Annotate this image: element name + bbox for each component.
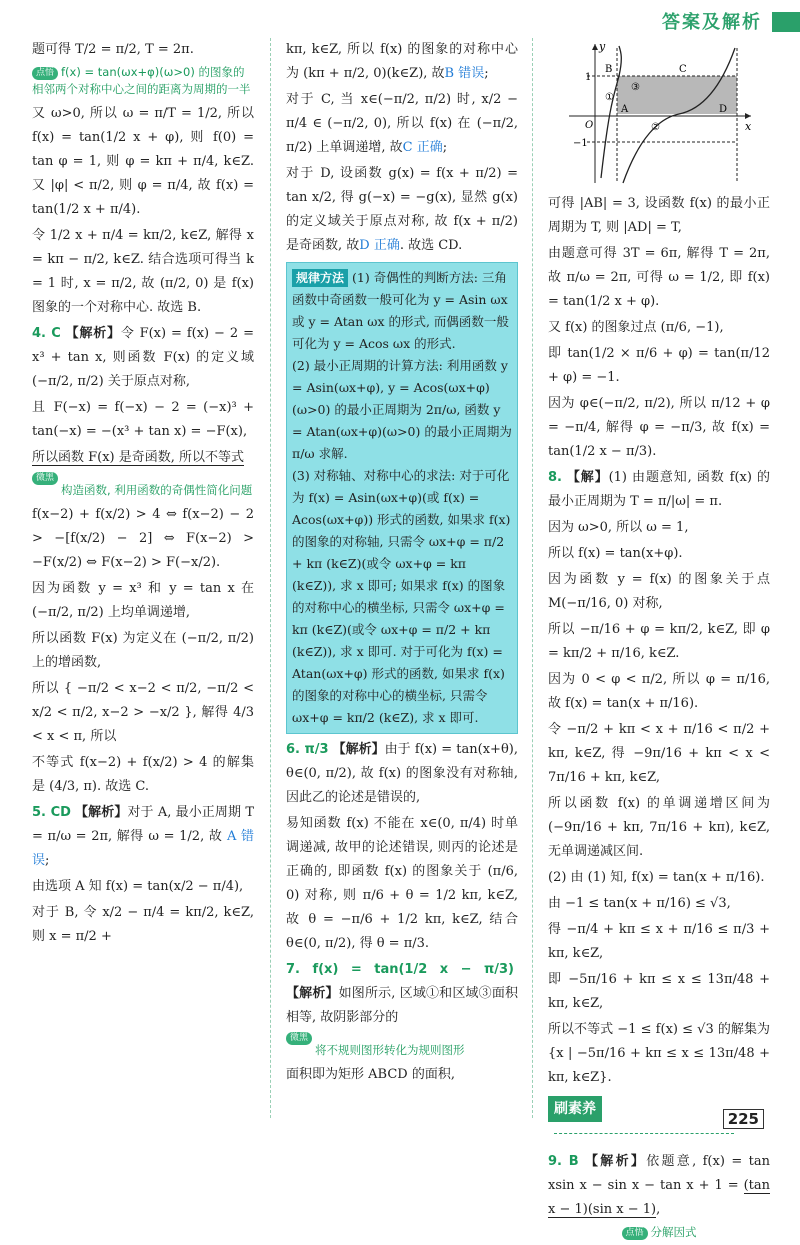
underlined-text: (tan x − 1)(sin x − 1) (548, 1178, 770, 1217)
text-paragraph: 因为函数 y = f(x) 的图象关于点 M(−π/16, 0) 对称, (548, 572, 770, 611)
text-paragraph: 不等式 f(x−2) + f(x/2) > 4 的解集是 (4/3, π). 故选 C. (32, 755, 254, 794)
rule-tag: 规律方法 (292, 269, 348, 287)
text-paragraph: 对于 C, 当 x∈(−π/2, π/2) 时, x/2 − π/4 ∈ (−π/2, 0), 所以 f(x) 在 (−π/2, π/2) 上单调递增, 故C 正确; (286, 92, 518, 155)
region-3-label: ③ (631, 82, 640, 93)
text-line: 即 −5π/16 + kπ ≤ x ≤ 13π/48 + kπ, k∈Z, (548, 972, 770, 1011)
text-paragraph: 又 f(x) 的图象过点 (π/6, −1), (548, 320, 724, 335)
text: 依题意, f(x) = tan xsin x − sin x − tan x + 1 = (548, 1154, 770, 1193)
column-divider-1 (270, 38, 271, 1118)
question-number: 9. B (548, 1154, 579, 1169)
tip-icon: 点悟 (32, 67, 58, 80)
blackboard-note (32, 472, 254, 499)
question-7-heading (286, 958, 518, 1030)
rule-text-1: (1) 奇偶性的判断方法: 三角函数中奇函数一般可化为 y = Asin ωx 或 y = Atan ωx 的形式, 而偶函数一般可化为 y = Acos ωx 的形式. (292, 270, 509, 351)
label-minus-one: −1 (573, 138, 588, 149)
tip-text: 分解因式 (650, 1225, 697, 1239)
text-paragraph: 面积即为矩形 ABCD 的面积, (286, 1067, 455, 1082)
page-number: 225 (723, 1109, 764, 1129)
question-5-heading: 5. CD 【解析】对于 A, 最小正周期 T = π/ω = 2π, 解得 ω = 1/2, 故 A 错误; (32, 805, 254, 868)
y-axis-arrow (592, 44, 598, 50)
underlined-text: 所以函数 F(x) 是奇函数, 所以不等式 (32, 450, 245, 465)
text-paragraph: 又 ω>0, 所以 ω = π/T = 1/2, 所以 f(x) = tan(1/2 x + φ), 则 f(0) = tan φ = 1, 则 φ = kπ + π/4, k∈Z. 又 |φ| < π/2, 则 φ = π/4, 故 f(x) = tan(1/2 x + π/4). (32, 106, 254, 217)
text-paragraph: 对于 B, 令 x/2 − π/4 = kπ/2, k∈Z, 则 x = π/2 + (32, 905, 254, 944)
analysis-tag: 【解析】 (74, 805, 128, 820)
text: 由于 f(x) = tan(x+θ), θ∈(0, π/2), 故 f(x) 的图象没有对称轴, 因此乙的论述是错误的, (286, 742, 518, 805)
analysis-tag: 【解析】 (286, 986, 339, 1001)
region-2-label: ② (651, 122, 660, 133)
text-line: 得 −π/4 + kπ ≤ x + π/16 ≤ π/3 + kπ, k∈Z, (548, 922, 770, 961)
text: 如图所示, 区域①和区域③面积相等, 故阴影部分的 (286, 986, 518, 1025)
tip-icon: 点悟 (622, 1227, 648, 1240)
question-9-heading (548, 1150, 770, 1222)
verdict-text: A 错误 (32, 829, 254, 868)
text: 对于 A, 最小正周期 T = π/ω = 2π, 解得 ω = 1/2, 故 (32, 805, 254, 844)
region-1-label: ① (605, 92, 614, 103)
text-paragraph: 令 −π/2 + kπ < x + π/16 < π/2 + kπ, k∈Z, 得 −9π/16 + kπ < x < 7π/16 + kπ, k∈Z, (548, 722, 770, 785)
page-header (0, 0, 800, 38)
label-a: A (621, 104, 629, 115)
section-divider (554, 1133, 734, 1134)
section-tag: 刷素养 (548, 1096, 602, 1122)
text-line: 所以 f(x) = tan(x+φ). (548, 546, 683, 561)
note-text: 将不规则图形转化为规则图形 (315, 1043, 465, 1057)
tangent-graph-figure (559, 38, 759, 188)
text-paragraph: 所以函数 f(x) 的单调递增区间为 (−9π/16 + kπ, 7π/16 + kπ), k∈Z, 无单调递减区间. (548, 796, 770, 859)
tip-note (32, 64, 254, 98)
blackboard-note (286, 1032, 518, 1059)
label-d: D (719, 104, 728, 115)
label-b: B (605, 64, 613, 75)
tangent-graph-svg (559, 38, 759, 188)
text-paragraph (286, 162, 518, 258)
tip-note (548, 1224, 770, 1241)
verdict-text: D 正确 (359, 238, 400, 253)
solution-tag: 【解】 (565, 470, 609, 485)
question-4-heading (32, 322, 254, 394)
text-line: 由 −1 ≤ tan(x + π/16) ≤ √3, (548, 896, 731, 911)
verdict-text: B 错误 (444, 66, 485, 81)
label-one: 1 (585, 72, 592, 83)
text-paragraph: 因为 φ∈(−π/2, π/2), 所以 π/12 + φ = −π/4, 解得 φ = −π/3, 故 f(x) = tan(1/2 x − π/3). (548, 396, 770, 459)
text-paragraph: 且 F(−x) = f(−x) − 2 = (−x)³ + tan(−x) = −(x³ + tan x) = −F(x), (32, 400, 254, 439)
verdict-text: C 正确 (402, 140, 443, 155)
analysis-tag: 【解析】 (332, 742, 385, 757)
question-number: 8. (548, 470, 562, 485)
label-origin: O (585, 120, 594, 131)
text: , (656, 1202, 661, 1217)
text-paragraph: 由选项 A 知 f(x) = tan(x/2 − π/4), (32, 879, 244, 894)
text-paragraph: 所以 { −π/2 < x−2 < π/2, −π/2 < x/2 < π/2, x−2 > −x/2 }, 解得 4/3 < x < π, 所以 (32, 681, 254, 744)
label-y: y (599, 40, 606, 53)
tip-text: f(x) = tan(ωx+φ)(ω>0) 的图象的相邻两个对称中心之间的距离为周期的一半 (32, 65, 251, 96)
header-accent-bar (772, 12, 800, 32)
header-title: 答案及解析 (662, 12, 762, 33)
rule-text-3: (3) 对称轴、对称中心的求法: 对于可化为 f(x) = Asin(ωx+φ)(或 f(x) = Acos(ωx+φ)) 形式的函数, 如果求 f(x) 的图象的对称轴, 只需令 ωx+φ = π/2 + kπ (k∈Z)(或令 ωx+φ = kπ (k∈Z)), 求 x 即可; 如果求 f(x) 的图象的对称中心的横坐标, 只需令 ωx+φ = kπ (k∈Z)(或令 ωx+φ = π/2 + kπ (k∈Z)), 求 x 即可. 对于可化为 f(x) = Atan(ωx+φ) 形式的函数, 如果求 f(x) 的图象的对称中心的横坐标, 只需令 ωx+φ = kπ/2 (k∈Z), 求 x 即可. (292, 468, 511, 725)
blackboard-icon: 微黑板 (32, 472, 58, 485)
text-paragraph: 即 tan(1/2 × π/6 + φ) = tan(π/12 + φ) = −1. (548, 346, 770, 385)
rule-method-box (286, 262, 518, 734)
column-divider-2 (532, 38, 533, 1118)
question-8-heading (548, 466, 770, 514)
question-number: 7. f(x) = tan(1/2 x − π/3) (286, 962, 514, 977)
text-paragraph: 易知函数 f(x) 不能在 x∈(0, π/4) 时单调递减, 故甲的论述错误, 则丙的论述是正确的, 即函数 f(x) 的图象关于 (π/6, 0) 对称, 则 π/6 + θ = 1/2 kπ, k∈Z, 故 θ = −π/6 + 1/2 kπ, k∈Z, 结合 θ∈(0, π/2), 得 θ = π/3. (286, 816, 518, 951)
text-line: (2) 由 (1) 知, f(x) = tan(x + π/16). (548, 870, 765, 885)
text-line: 因为 ω>0, 所以 ω = 1, (548, 520, 689, 535)
question-number: 6. π/3 (286, 742, 329, 757)
x-axis-arrow (745, 113, 751, 119)
column-1 (32, 38, 254, 951)
blackboard-icon: 微黑板 (286, 1032, 312, 1045)
analysis-tag: 【解析】 (64, 326, 121, 341)
rule-text-2: (2) 最小正周期的计算方法: 利用函数 y = Asin(ωx+φ), y = Acos(ωx+φ)(ω>0) 的最小正周期为 2π/ω, 函数 y = Atan(ωx+φ)(ω>0) 的最小正周期为 π/ω 求解. (292, 358, 512, 461)
text-paragraph: 所以 −π/16 + φ = kπ/2, k∈Z, 即 φ = kπ/2 + π/16, k∈Z. (548, 622, 770, 661)
text-paragraph: 可得 |AB| = 3, 设函数 f(x) 的最小正周期为 T, 则 |AD| = T, (548, 196, 770, 235)
text-paragraph: 所以不等式 −1 ≤ f(x) ≤ √3 的解集为 {x | −5π/16 + kπ ≤ x ≤ 13π/48 + kπ, k∈Z}. (548, 1022, 770, 1085)
note-text: 构造函数, 利用函数的奇偶性简化问题 (61, 483, 253, 497)
text-paragraph: f(x−2) + f(x/2) > 4 ⇔ f(x−2) − 2 > −[f(x/2) − 2] ⇔ F(x−2) > −F(x/2) ⇔ F(x−2) > F(−x/2). (32, 507, 254, 570)
text: (1) 由题意知, 函数 f(x) 的最小正周期为 T = π/|ω| = π. (548, 470, 770, 509)
text: kπ, k∈Z, 所以 f(x) 的图象的对称中心为 (kπ + π/2, 0)(k∈Z), 故 (286, 42, 518, 81)
text-paragraph (32, 446, 254, 470)
text-paragraph: kπ, k∈Z, 所以 f(x) 的图象的对称中心为 (kπ + π/2, 0)(k∈Z), 故B 错误; (286, 42, 518, 81)
text-paragraph: 令 1/2 x + π/4 = kπ/2, k∈Z, 解得 x = kπ − π/2, k∈Z. 结合选项可得当 k = 1 时, x = π/2, 故 (π/2, 0) 是 f(x) 图象的一个对称中心. 故选 B. (32, 228, 254, 315)
text: 令 F(x) = f(x) − 2 = x³ + tan x, 则函数 F(x) 的定义域 (−π/2, π/2) 关于原点对称, (32, 326, 254, 389)
label-c: C (679, 64, 687, 75)
label-x: x (745, 120, 752, 133)
text-paragraph: 因为函数 y = x³ 和 y = tan x 在 (−π/2, π/2) 上均单调递增, (32, 581, 254, 620)
question-number: 4. C (32, 326, 61, 341)
text: 对于 D, 设函数 g(x) = f(x + π/2) = tan x/2, 得 g(−x) = −g(x), 显然 g(x) 的定义域关于原点对称, 故 f(x + π/2) 是奇函数, 故 (286, 166, 518, 253)
text: 对于 C, 当 x∈(−π/2, π/2) 时, x/2 − π/4 ∈ (−π/2, 0), 所以 f(x) 在 (−π/2, π/2) 上单调递增, 故 (286, 92, 518, 155)
analysis-tag: 【解析】 (582, 1154, 647, 1169)
text: . 故选 CD. (399, 238, 463, 253)
question-number: 5. CD (32, 805, 71, 820)
question-6-heading (286, 738, 518, 810)
text-paragraph: 由题意可得 3T = 6π, 解得 T = 2π, 故 π/ω = 2π, 可得 ω = 1/2, 即 f(x) = tan(1/2 x + φ). (548, 246, 770, 309)
text-line: 题可得 T/2 = π/2, T = 2π. (32, 42, 194, 57)
column-2 (286, 38, 518, 1089)
text-paragraph: 因为 0 < φ < π/2, 所以 φ = π/16, 故 f(x) = tan(x + π/16). (548, 672, 770, 711)
text-paragraph: 所以函数 F(x) 为定义在 (−π/2, π/2) 上的增函数, (32, 631, 254, 670)
column-3 (548, 38, 770, 1245)
